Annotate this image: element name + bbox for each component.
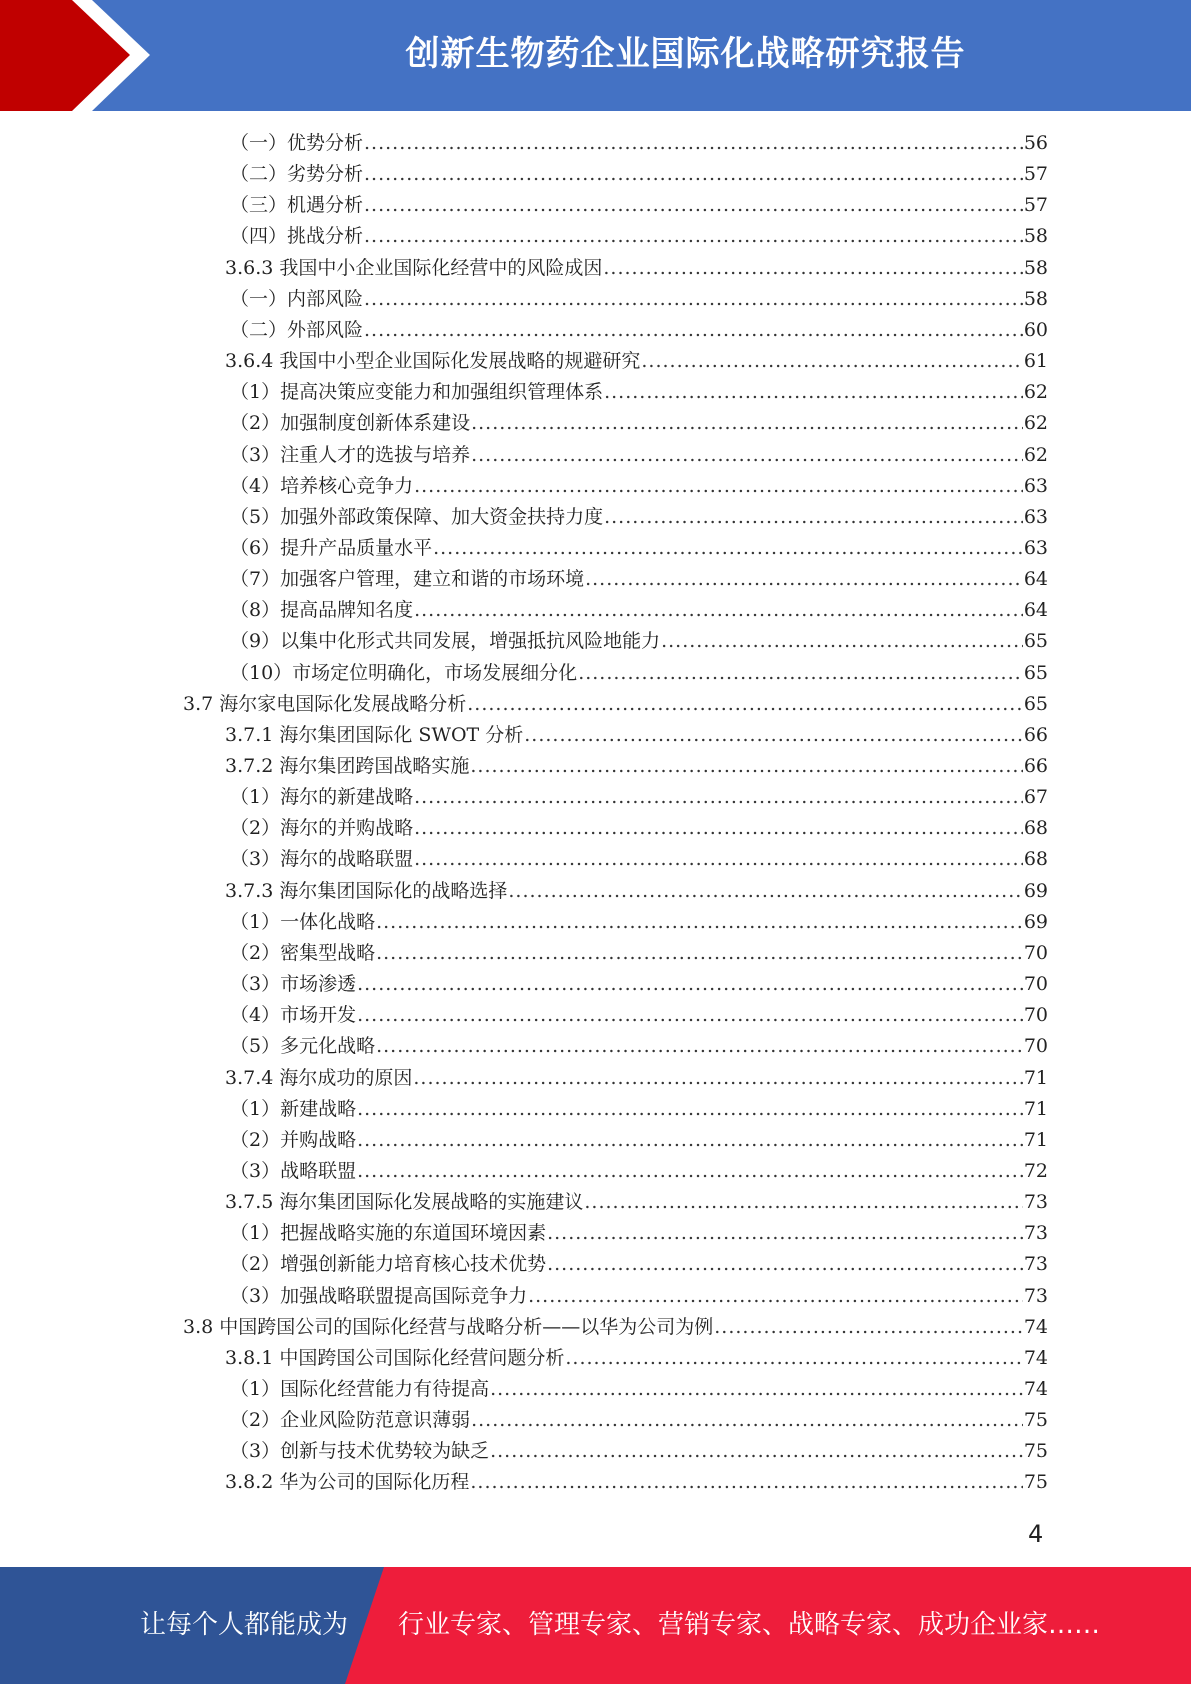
toc-entry-title: 3.7.2 海尔集团跨国战略实施: [225, 755, 470, 777]
toc-entry-title: 3.6.3 我国中小企业国际化经营中的风险成因: [225, 256, 603, 279]
toc-entry-title: （2）加强制度创新体系建设: [230, 412, 471, 435]
toc-dot-leader: [565, 1343, 1022, 1374]
toc-dot-leader: [376, 1031, 1023, 1062]
toc-dot-leader: [364, 190, 1023, 221]
toc-entry-page: 56: [1023, 132, 1048, 154]
toc-entry-title: （2）海尔的并购战略: [230, 817, 414, 840]
toc-entry-title: 3.7.1 海尔集团国际化 SWOT 分析: [225, 723, 524, 746]
toc-entry[interactable]: [230, 1094, 1048, 1125]
toc-entry-page: 75: [1023, 1409, 1048, 1432]
toc-entry-title: 3.7.5 海尔集团国际化发展战略的实施建议: [225, 1191, 584, 1214]
toc-entry-page: 68: [1023, 817, 1048, 840]
toc-entry-page: 58: [1023, 225, 1048, 248]
toc-dot-leader: [364, 159, 1023, 190]
toc-entry[interactable]: [225, 1187, 1048, 1218]
toc-entry-page: 67: [1023, 786, 1048, 809]
toc-entry[interactable]: [230, 284, 1048, 315]
toc-entry-title: （2）并购战略: [230, 1128, 357, 1151]
toc-entry-page: 75: [1023, 1440, 1048, 1463]
toc-dot-leader: [376, 938, 1023, 969]
toc-entry-page: 73: [1023, 1253, 1048, 1276]
toc-entry-title: （6）提升产品质量水平: [230, 536, 433, 559]
toc-dot-leader: [661, 626, 1023, 657]
toc-entry-title: （4）培养核心竞争力: [230, 474, 414, 497]
toc-entry-title: （3）市场渗透: [230, 973, 357, 996]
toc-entry-page: 72: [1023, 1159, 1048, 1182]
toc-entry[interactable]: [225, 1467, 1048, 1498]
toc-entry[interactable]: [230, 190, 1048, 221]
toc-dot-leader: [641, 346, 1022, 377]
toc-entry-page: 71: [1023, 1097, 1048, 1120]
toc-entry[interactable]: [225, 1063, 1048, 1094]
toc-entry[interactable]: [230, 533, 1048, 564]
toc-dot-leader: [490, 1436, 1023, 1467]
toc-dot-leader: [357, 969, 1023, 1000]
toc-entry[interactable]: [230, 471, 1048, 502]
toc-entry[interactable]: [225, 876, 1048, 907]
toc-entry[interactable]: [230, 1156, 1048, 1187]
toc-dot-leader: [414, 471, 1023, 502]
toc-entry-title: 3.8 中国跨国公司的国际化经营与战略分析——以华为公司为例: [183, 1315, 714, 1338]
toc-entry-title: （1）一体化战略: [230, 910, 376, 933]
toc-entry-title: （三）机遇分析: [230, 194, 364, 217]
toc-entry-page: 70: [1023, 1004, 1048, 1027]
toc-entry[interactable]: [225, 346, 1048, 377]
toc-dot-leader: [524, 720, 1023, 751]
toc-entry-page: 66: [1023, 755, 1048, 777]
toc-entry-page: 65: [1023, 692, 1048, 715]
footer-slogan-left: 让每个人都能成为: [140, 1610, 349, 1640]
toc-dot-leader: [584, 1187, 1022, 1218]
toc-dot-leader: [470, 1467, 1022, 1498]
toc-entry[interactable]: [225, 720, 1048, 751]
toc-entry-page: 75: [1023, 1471, 1048, 1494]
toc-entry-title: （3）海尔的战略联盟: [230, 848, 414, 871]
report-title: 创新生物药企业国际化战略研究报告: [405, 34, 966, 74]
toc-entry-page: 57: [1023, 194, 1048, 217]
toc-dot-leader: [376, 907, 1023, 938]
toc-dot-leader: [357, 1000, 1023, 1031]
toc-entry-title: （一）内部风险: [230, 287, 364, 310]
toc-entry-page: 74: [1023, 1346, 1048, 1369]
toc-dot-leader: [604, 502, 1023, 533]
toc-dot-leader: [413, 1063, 1022, 1094]
toc-entry-title: （二）劣势分析: [230, 163, 364, 186]
toc-entry[interactable]: [230, 408, 1048, 439]
toc-entry-page: 71: [1023, 1066, 1048, 1089]
toc-entry[interactable]: [230, 1000, 1048, 1031]
toc-dot-leader: [528, 1281, 1023, 1312]
toc-entry-title: （3）创新与技术优势较为缺乏: [230, 1440, 490, 1463]
toc-entry-title: （2）企业风险防范意识薄弱: [230, 1409, 471, 1432]
toc-entry[interactable]: [230, 907, 1048, 938]
toc-entry-title: 3.7.3 海尔集团国际化的战略选择: [225, 879, 508, 902]
toc-entry[interactable]: [230, 595, 1048, 626]
toc-entry-title: （10）市场定位明确化，市场发展细分化: [230, 661, 578, 684]
toc-dot-leader: [578, 658, 1023, 689]
toc-entry-title: （2）密集型战略: [230, 941, 376, 964]
toc-entry-page: 58: [1023, 256, 1048, 279]
toc-dot-leader: [357, 1094, 1023, 1125]
toc-entry-page: 63: [1023, 505, 1048, 528]
toc-entry[interactable]: [230, 969, 1048, 1000]
toc-entry[interactable]: [230, 440, 1048, 471]
toc-entry-title: 3.6.4 我国中小型企业国际化发展战略的规避研究: [225, 350, 641, 373]
toc-entry-title: （3）注重人才的选拔与培养: [230, 443, 471, 466]
toc-entry-title: 3.8.1 中国跨国公司国际化经营问题分析: [225, 1346, 565, 1369]
toc-entry[interactable]: [230, 1218, 1048, 1249]
toc-entry[interactable]: [183, 689, 1048, 720]
footer-slogan-right: 行业专家、管理专家、营销专家、战略专家、成功企业家……: [398, 1610, 1101, 1640]
toc-entry[interactable]: [230, 626, 1048, 657]
toc-entry-page: 74: [1023, 1315, 1048, 1338]
toc-dot-leader: [604, 377, 1023, 408]
toc-entry-title: （1）海尔的新建战略: [230, 786, 414, 809]
toc-dot-leader: [414, 844, 1023, 875]
toc-entry[interactable]: [230, 128, 1048, 159]
toc-entry-page: 66: [1023, 723, 1048, 746]
toc-dot-leader: [508, 876, 1022, 907]
toc-entry-title: （一）优势分析: [230, 132, 364, 154]
toc-dot-leader: [364, 284, 1023, 315]
toc-entry-page: 63: [1023, 536, 1048, 559]
toc-dot-leader: [467, 689, 1023, 720]
toc-dot-leader: [603, 253, 1022, 284]
toc-entry-title: （1）国际化经营能力有待提高: [230, 1378, 490, 1400]
toc-entry[interactable]: [230, 159, 1048, 190]
toc-dot-leader: [414, 813, 1023, 844]
toc-entry-title: （3）战略联盟: [230, 1159, 357, 1182]
toc-entry-page: 63: [1023, 474, 1048, 497]
toc-entry-page: 74: [1023, 1378, 1048, 1400]
toc-entry-page: 70: [1023, 941, 1048, 964]
toc-entry[interactable]: [230, 377, 1048, 408]
page-number: 4: [1028, 1520, 1044, 1548]
toc-entry-page: 70: [1023, 1035, 1048, 1058]
toc-entry-title: （1）新建战略: [230, 1097, 357, 1120]
toc-entry[interactable]: [230, 813, 1048, 844]
toc-dot-leader: [714, 1312, 1023, 1343]
toc-entry-page: 73: [1023, 1222, 1048, 1245]
toc-entry[interactable]: [225, 751, 1048, 782]
toc-entry[interactable]: [230, 502, 1048, 533]
toc-entry[interactable]: [230, 1374, 1048, 1405]
toc-entry-title: （5）多元化战略: [230, 1035, 376, 1058]
toc-dot-leader: [364, 128, 1023, 159]
toc-entry-page: 70: [1023, 973, 1048, 996]
toc-entry[interactable]: [225, 253, 1048, 284]
toc-entry-page: 73: [1023, 1191, 1048, 1214]
toc-entry-page: 58: [1023, 287, 1048, 310]
toc-entry[interactable]: [230, 1281, 1048, 1312]
chevron-banner-icon: [0, 0, 160, 111]
toc-entry-page: 71: [1023, 1128, 1048, 1151]
toc-entry-title: （四）挑战分析: [230, 225, 364, 248]
toc-entry[interactable]: [230, 221, 1048, 252]
toc-dot-leader: [364, 221, 1023, 252]
toc-entry[interactable]: [230, 315, 1048, 346]
toc-dot-leader: [585, 564, 1023, 595]
toc-entry-page: 68: [1023, 848, 1048, 871]
toc-entry[interactable]: [230, 1405, 1048, 1436]
toc-entry[interactable]: [230, 782, 1048, 813]
toc-entry-title: 3.7.4 海尔成功的原因: [225, 1066, 413, 1089]
toc-entry-page: 64: [1023, 599, 1048, 622]
toc-entry-title: （8）提高品牌知名度: [230, 599, 414, 622]
toc-entry-page: 65: [1023, 661, 1048, 684]
toc-entry-title: 3.8.2 华为公司的国际化历程: [225, 1471, 470, 1494]
toc-entry[interactable]: [230, 844, 1048, 875]
toc-dot-leader: [490, 1374, 1023, 1405]
toc-entry[interactable]: [230, 1249, 1048, 1280]
toc-dot-leader: [414, 782, 1023, 813]
toc-entry[interactable]: [183, 1312, 1048, 1343]
toc-entry-page: 65: [1023, 630, 1048, 653]
toc-entry-title: （1）把握战略实施的东道国环境因素: [230, 1222, 547, 1245]
toc-entry[interactable]: [230, 1436, 1048, 1467]
toc-entry[interactable]: [230, 1031, 1048, 1062]
toc-dot-leader: [357, 1156, 1023, 1187]
toc-dot-leader: [414, 595, 1023, 626]
toc-entry-title: （3）加强战略联盟提高国际竞争力: [230, 1284, 528, 1307]
toc-entry-title: （2）增强创新能力培育核心技术优势: [230, 1253, 547, 1276]
toc-entry[interactable]: [230, 1125, 1048, 1156]
toc-entry[interactable]: [230, 658, 1048, 689]
toc-dot-leader: [547, 1218, 1023, 1249]
toc-entry-page: 57: [1023, 163, 1048, 186]
toc-dot-leader: [471, 440, 1023, 471]
toc-entry-page: 69: [1023, 879, 1048, 902]
toc-dot-leader: [471, 1405, 1023, 1436]
toc-dot-leader: [364, 315, 1023, 346]
toc-dot-leader: [470, 751, 1022, 782]
toc-entry[interactable]: [230, 938, 1048, 969]
toc-entry-title: （4）市场开发: [230, 1004, 357, 1027]
toc-dot-leader: [547, 1249, 1023, 1280]
toc-entry-page: 69: [1023, 910, 1048, 933]
toc-entry[interactable]: [225, 1343, 1048, 1374]
toc-entry-title: （1）提高决策应变能力和加强组织管理体系: [230, 381, 604, 404]
toc-entry-page: 73: [1023, 1284, 1048, 1307]
toc-entry-title: （5）加强外部政策保障、加大资金扶持力度: [230, 505, 604, 528]
page-footer: [0, 1567, 1191, 1684]
toc-entry-title: （9）以集中化形式共同发展，增强抵抗风险地能力: [230, 630, 661, 653]
toc-entry-page: 62: [1023, 381, 1048, 404]
toc-entry-page: 64: [1023, 568, 1048, 591]
toc-dot-leader: [357, 1125, 1023, 1156]
page-header: [0, 0, 1191, 111]
toc-entry[interactable]: [230, 564, 1048, 595]
toc-dot-leader: [433, 533, 1023, 564]
toc-entry-page: 62: [1023, 412, 1048, 435]
toc-entry-page: 60: [1023, 318, 1048, 341]
toc-entry-page: 61: [1023, 350, 1048, 373]
toc-entry-title: （二）外部风险: [230, 318, 364, 341]
toc-entry-title: 3.7 海尔家电国际化发展战略分析: [183, 692, 467, 715]
toc-entry-title: （7）加强客户管理，建立和谐的市场环境: [230, 568, 585, 591]
toc-entry-page: 62: [1023, 443, 1048, 466]
toc-dot-leader: [471, 408, 1023, 439]
